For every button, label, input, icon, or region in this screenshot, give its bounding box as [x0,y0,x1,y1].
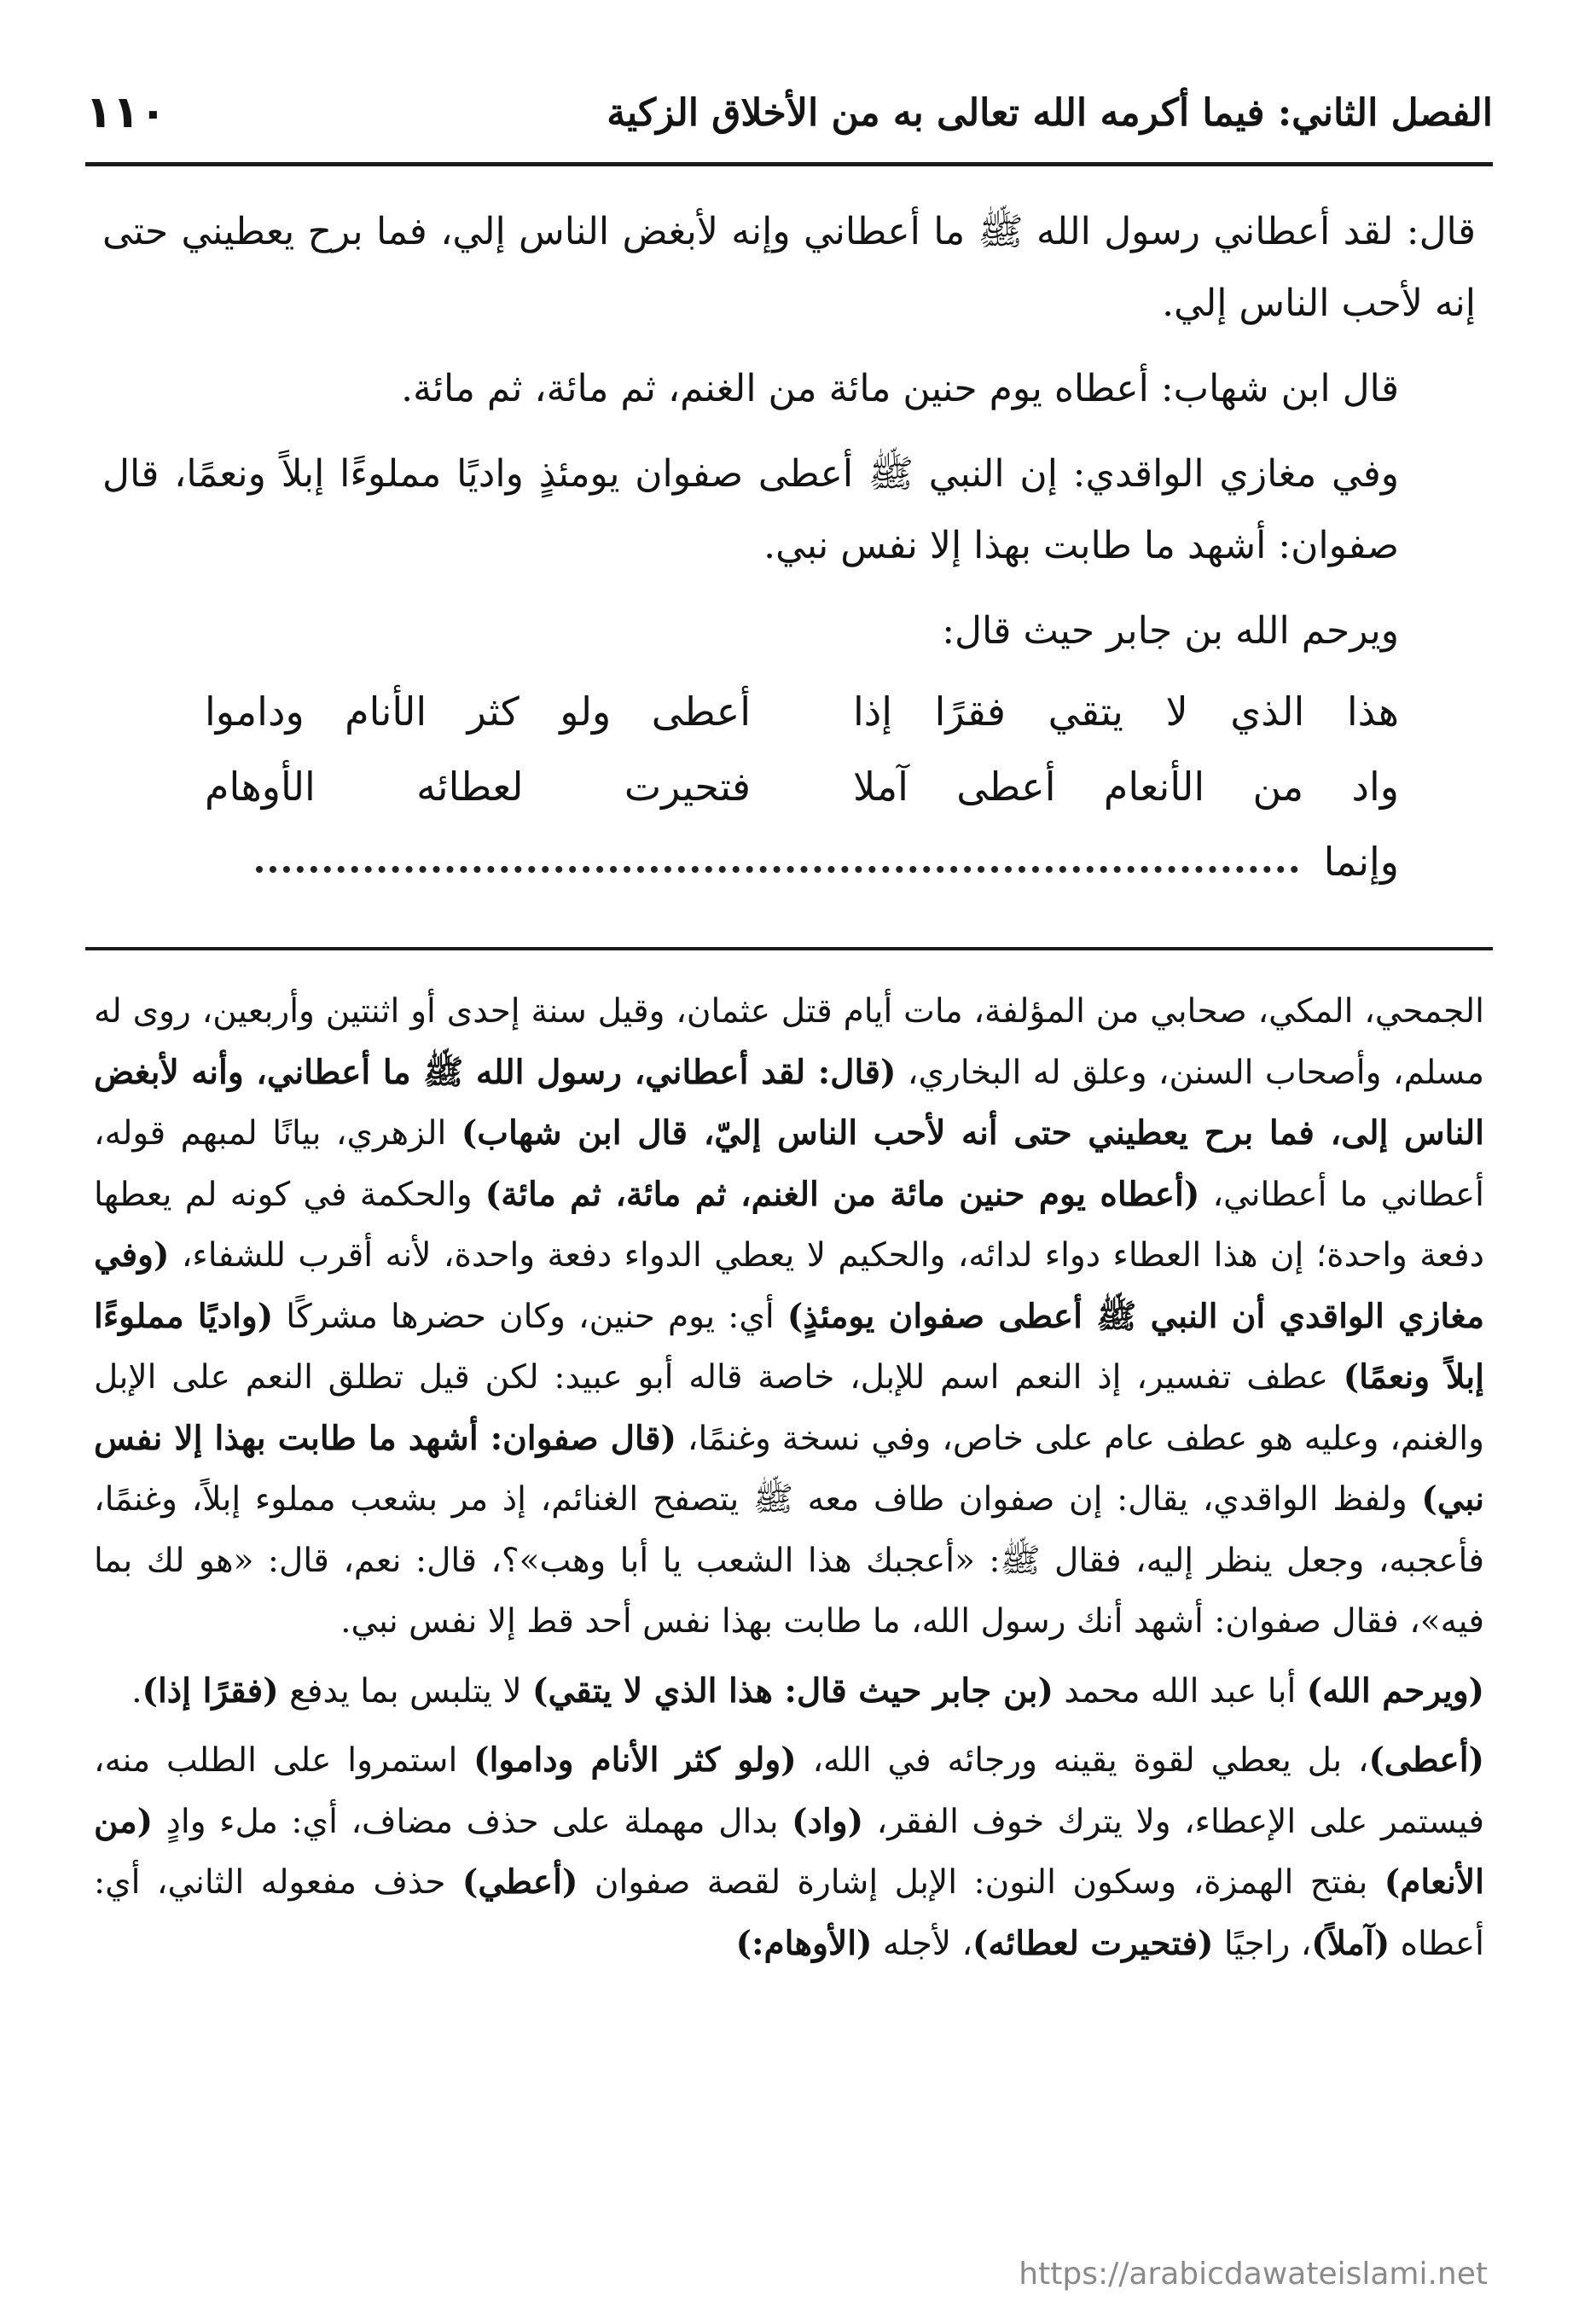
commentary-text-span: بدال مهملة على حذف مضاف، أي: ملء وادٍ [153,1802,792,1841]
chapter-title: الفصل الثاني: فيما أكرمه الله تعالى به من الأخلاق الزكية [607,90,1493,135]
commentary-text-span: والحكمة في كونه لم يعطها دفعة واحدة؛ إن هذا العطاء دواء لدائه، والحكيم لا يعطي الدواء دفعة واحدة، لأنه أقرب للشفاء، [94,1175,1484,1275]
commentary-text-span: ، راجيًا [1213,1924,1312,1963]
verse-start-word: وإنما [1323,839,1399,885]
commentary-text-span: عطف تفسير، إذ النعم اسم للإبل، خاصة قاله أبو عبيد: لكن قيل تطلق النعم على الإبل والغنم، وعليه هو عطف عام على خاص، وفي نسخة وغنمًا، [94,1358,1484,1458]
main-paragraph: قال ابن شهاب: أعطاه يوم حنين مائة من الغنم، ثم مائة، ثم مائة. [401,367,1399,410]
quoted-matn: (واد) [792,1801,864,1841]
commentary-text [94,981,1484,1974]
main-paragraph: وفي مغازي الواقدي: إن النبي ﷺ أعطى صفوان يومئذٍ واديًا مملوءًا إبلاً ونعمًا، قال صفوان: أشهد ما طابت بهذا إلا نفس نبي. [102,452,1399,567]
commentary-text-span: بفتح الهمزة، وسكون النون: الإبل إشارة لقصة صفوان [578,1863,1384,1902]
commentary-text-span: أبا عبد الله محمد [1054,1671,1307,1711]
verse-second-half: فتحيرت لعطائه الأوهام [205,764,751,810]
page-number: ١١٠ [85,87,167,138]
quoted-matn: (قال: لقد أعطاني، رسول الله ﷺ ما أعطاني، وأنه لأبغض الناس إلى، فما برح يعطيني حتى أنه لأحب الناس إليّ، قال ابن شهاب) [94,1052,1484,1153]
quoted-matn: (أعطى) [1368,1740,1484,1780]
ellipsis-dots [256,866,1298,873]
commentary-text-span: حذف مفعوله الثاني، أي: أعطاه [94,1863,1484,1963]
quoted-matn: (قال صفوان: أشهد ما طابت بهذا إلا نفس نبي) [94,1418,1484,1519]
quoted-matn: (ويرحم الله) [1306,1670,1484,1711]
poem-continuation [205,824,1399,899]
header-divider [85,162,1493,166]
commentary-text-span: لا يتلبس بما يدفع [278,1671,533,1711]
quoted-matn: (واديًا مملوءًا إبلاً ونعمًا) [94,1296,1484,1397]
main-text [102,196,1476,681]
running-header [85,78,1493,147]
quoted-matn: (ولو كثر الأنام وداموا) [473,1740,797,1780]
commentary-text-span: ، لأجله [872,1924,973,1963]
quoted-matn: (فقرًا إذا) [142,1670,279,1711]
commentary-text-span: أي: يوم حنين، وكان حضرها مشركًا [273,1297,787,1336]
quoted-matn: (آملاً) [1311,1923,1390,1963]
main-paragraph: ويرحم الله بن جابر حيث قال: [942,609,1399,653]
commentary-text-span: الزهري، بيانًا لمبهم قوله، أعطاني ما أعطاني، [94,1114,1484,1214]
commentary-paragraph [94,981,1484,1653]
verse-second-half: أعطى ولو كثر الأنام وداموا [205,688,751,735]
main-paragraph: قال: لقد أعطاني رسول الله ﷺ ما أعطاني وإنه لأبغض الناس إلي، فما برح يعطيني حتى إنه لأحب الناس إلي. [102,210,1476,325]
poem-verse [205,749,1399,824]
commentary-text-span: الجمحي، المكي، صحابي من المؤلفة، مات أيام قتل عثمان، وقيل سنة إحدى أو اثنتين وأربعين، روى له مسلم، وأصحاب السنن، وعلق له البخاري، [94,992,1484,1092]
commentary-text-span: ، بل يعطي لقوة يقينه ورجائه في الله، [796,1741,1369,1780]
commentary-text-span: . [131,1671,142,1711]
quoted-matn: (فتحيرت لعطائه) [972,1923,1214,1963]
poem-verse [205,674,1399,749]
commentary-paragraph [94,1730,1484,1974]
poem [205,674,1399,899]
quoted-matn: (بن جابر حيث قال: هذا الذي لا يتقي) [532,1670,1054,1711]
commentary-text-span: ولفظ الواقدي، يقال: إن صفوان طاف معه ﷺ يتصفح الغنائم، إذ مر بشعب مملوء إبلاً، وغنمًا، فأعجبه، وجعل ينظر إليه، فقال ﷺ: «أعجبك هذا الشعب يا أبا وهب»؟، قال: نعم، قال: «هو لك بما فيه»، فقال صفوان: أشهد أنك رسول الله، ما طابت بهذا نفس أحد قط إلا نفس نبي. [94,1480,1484,1641]
commentary-divider [85,947,1493,950]
quoted-matn: (الأوهام:) [735,1923,873,1963]
verse-first-half: هذا الذي لا يتقي فقرًا إذا [853,688,1399,735]
verse-first-half: واد من الأنعام أعطى آملا [853,764,1399,810]
quoted-matn: (من الأنعام) [94,1801,1484,1902]
commentary-text-span: استمروا على الطلب منه، فيستمر على الإعطاء، ولا يترك خوف الفقر، [94,1741,1484,1841]
quoted-matn: (وفي مغازي الواقدي أن النبي ﷺ أعطى صفوان يومئذٍ) [94,1235,1484,1336]
source-watermark: https://arabicdawateislami.net [1019,2257,1488,2292]
commentary-paragraph [94,1661,1484,1723]
quoted-matn: (أعطاه يوم حنين مائة من الغنم، ثم مائة، ثم مائة) [485,1174,1200,1214]
quoted-matn: (أعطي) [461,1862,578,1902]
